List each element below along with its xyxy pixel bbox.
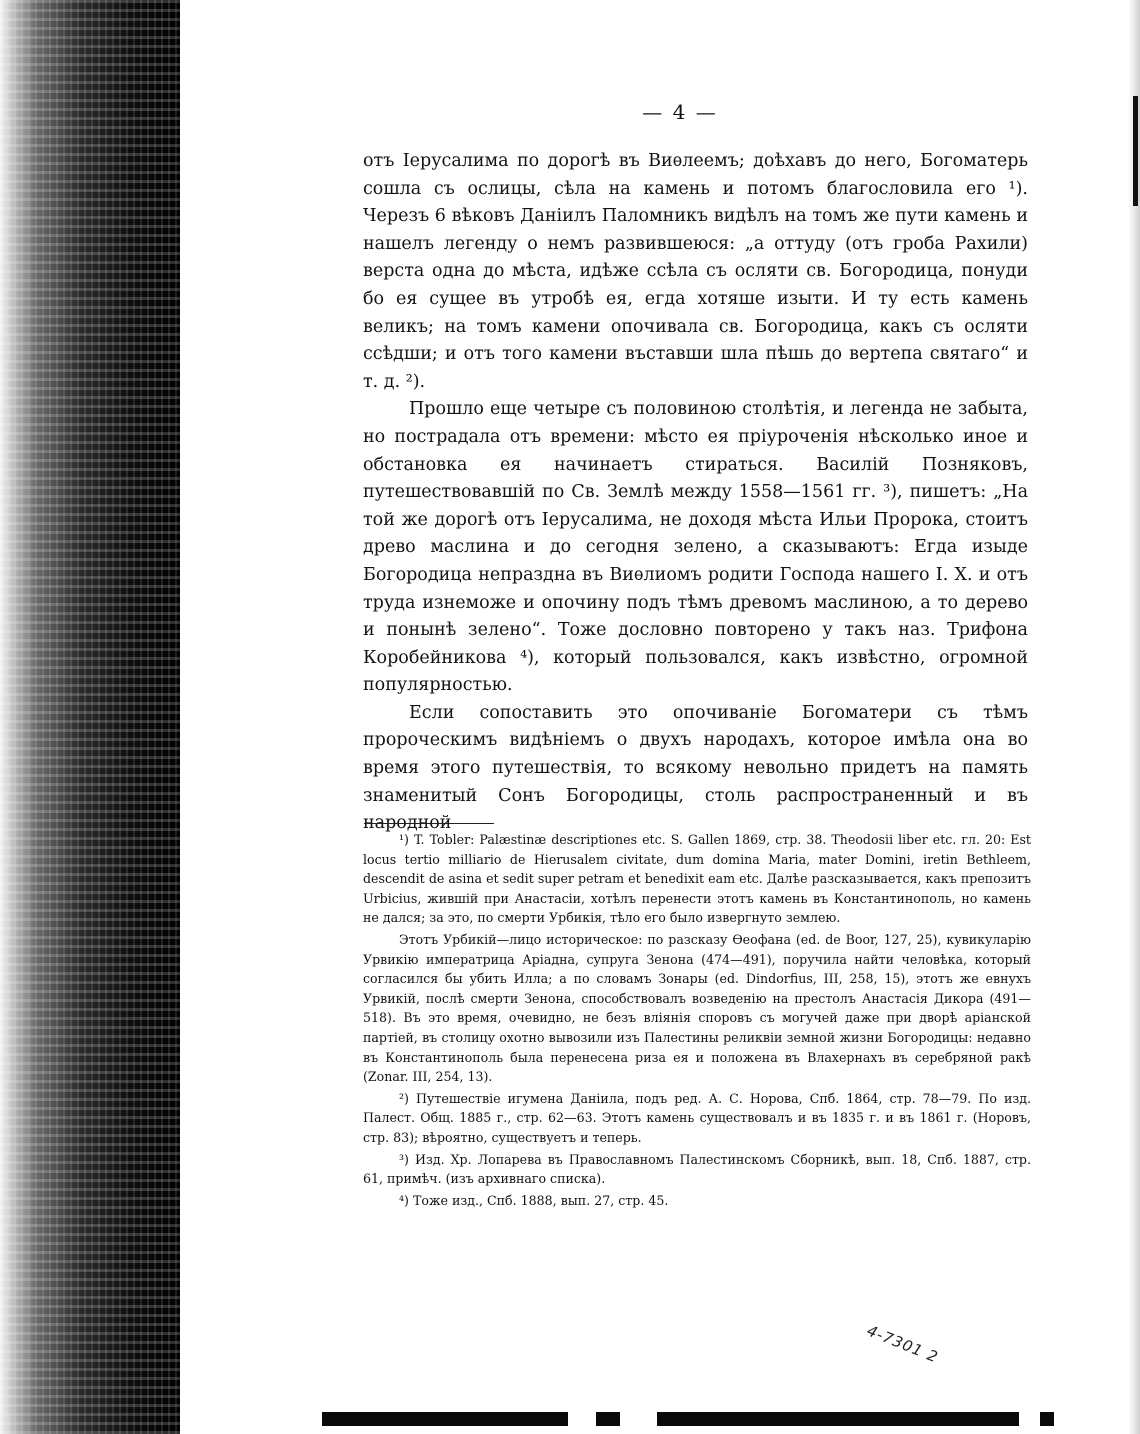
paragraph-2: Прошло еще четыре съ половиною столѣтія, и легенда не забыта, но пострадала отъ времени: мѣсто ея пріуроченія нѣсколько иное и обстановка ея начинаетъ стираться. Василій Позняковъ, путешествовавшій по Св. Землѣ между 1558—1561 гг. ³), пишетъ: „На той же дорогѣ отъ Іерусалима, не доходя мѣста Ильи Пророка, стоитъ древо маслина и до сегодня зелено, а сказываютъ: Егда изыде Богородица непраздна въ Виѳлиомъ родити Господа нашего І. Х. и отъ труда изнеможе и опочину подъ тѣмъ древомъ маслиною, а то дерево и понынѣ зелено“. Тоже дословно повторено у такъ наз. Трифона Коробейникова ⁴), который пользовался, какъ извѣстно, огромной популярностью. [363,399,1028,696]
scan-left-edge [0,0,180,1434]
library-stamp: 4-7301 2 [864,1321,942,1367]
scan-bottom-bar-3 [657,1412,1019,1426]
scan-right-edge [1128,0,1140,1434]
footnote-3: ³) Изд. Хр. Лопарева въ Православномъ Палестинскомъ Сборникѣ, вып. 18, Спб. 1887, стр. 61, примѣч. (изъ архивнаго списка). [363,1151,1031,1187]
scan-bottom-bar-4 [1040,1412,1054,1426]
paragraph-3: Если сопоставить это опочиваніе Богоматери съ тѣмъ пророческимъ видѣніемъ о двухъ народахъ, которое имѣла она во время этого путешествія, то всякому невольно придетъ на память знаменитый Сонъ Богородицы, столь распространенный и въ народной [363,702,1028,834]
footnote-1: ¹) T. Tobler: Palæstinæ descriptiones etc. S. Gallen 1869, стр. 38. Theodosii liber etc. гл. 20: Est locus tertio milliario de Hierusalem civitate, dum domina Maria, mater Domini, iretin Bethleem, descendit de asina et sedit super petram et benedixit eam etc. Далѣе разсказывается, какъ препозитъ Urbicius, жившій при Анастасіи, хотѣлъ перенести этотъ камень въ Константинополь, но камень не дался; за это, по смерти Урбикія, тѣло его было извергнуто землею. [363,832,1031,926]
footnote-2: ²) Путешествіе игумена Даніила, подъ ред. А. С. Норова, Спб. 1864, стр. 78—79. По изд. Палест. Общ. 1885 г., стр. 62—63. Этотъ камень существовалъ и въ 1835 г. и въ 1861 г. (Норовъ, стр. 83); вѣроятно, существуетъ и теперь. [363,1090,1031,1145]
footnotes [363,830,1031,1210]
scan-right-mark [1133,96,1138,206]
footnote-separator [364,823,494,824]
footnote-4: ⁴) Тоже изд., Спб. 1888, вып. 27, стр. 45. [399,1192,669,1208]
main-text [363,148,1028,838]
footnote-1-continued: Этотъ Урбикій—лицо историческое: по разсказу Ѳеофана (ed. de Boor, 127, 25), кувикуларію Урвикію императрица Аріадна, супруга Зенона (474—491), поручила найти человѣка, который согласился бы убить Илла; а по словамъ Зонары (ed. Dindorfius, III, 258, 15), этотъ же евнухъ Урвикій, послѣ смерти Зенона, способствовалъ возведенію на престолъ Анастасія Дикора (491—518). Въ это время, очевидно, не безъ вліянія споровъ съ могучей даже при дворѣ аріанской партіей, въ столицу охотно вывозили изъ Палестины реликвіи земной жизни Богородицы: недавно въ Константинополь была перенесена риза ея и положена въ Влахернахъ въ серебряной ракѣ (Zonar. III, 254, 13). [363,931,1031,1085]
paragraph-1: отъ Іерусалима по дорогѣ въ Виѳлеемъ; доѣхавъ до него, Богоматерь сошла съ ослицы, сѣла на камень и потомъ благословила его ¹). Черезъ 6 вѣковъ Даніилъ Паломникъ видѣлъ на томъ же пути камень и нашелъ легенду о немъ развившеюся: „а оттуду (отъ гроба Рахили) верста одна до мѣста, идѣже ссѣла съ осляти св. Богородица, понуди бо ея сущее въ утробѣ ея, егда хотяше изыти. И ту есть камень великъ; на томъ камени опочивала св. Богородица, какъ съ осляти ссѣдши; и отъ того камени въставши шла пѣшь до вертепа святаго“ и т. д. ²). [363,151,1028,392]
scan-bottom-bar-1 [322,1412,568,1426]
book-page [300,0,1060,1434]
page-number: — 4 — [642,100,718,124]
scan-bottom-bar-2 [596,1412,620,1426]
